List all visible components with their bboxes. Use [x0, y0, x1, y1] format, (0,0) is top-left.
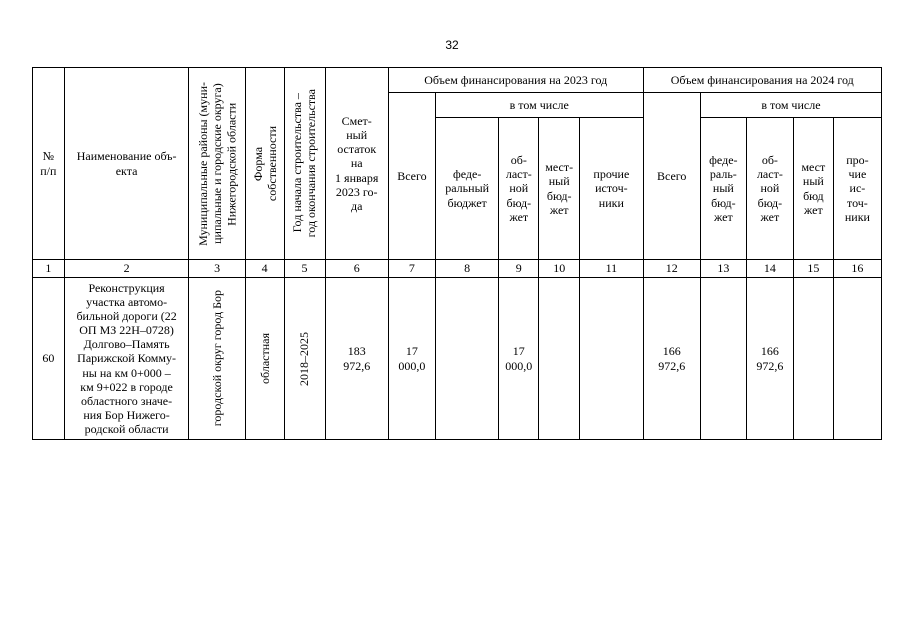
column-number-row [33, 260, 882, 278]
column-number: 2 [64, 260, 189, 278]
header-other-2024: про- чие ис- точ- ники [833, 118, 881, 260]
column-number: 4 [245, 260, 284, 278]
page-number: 32 [445, 38, 459, 52]
header-years: Год начала строительства – год окончания строительства [284, 68, 325, 260]
row-regional-2023: 17 000,0 [499, 278, 539, 440]
header-local-2023: мест- ный бюд- жет [539, 118, 580, 260]
row-regional-2024: 166 972,6 [746, 278, 793, 440]
header-federal-2024: феде- раль- ный бюд- жет [700, 118, 746, 260]
header-federal-2023: феде- ральный бюджет [435, 118, 498, 260]
header-num: № п/п [33, 68, 65, 260]
header-fin-2023: Объем финансирования на 2023 год [388, 68, 643, 93]
financing-table [32, 67, 882, 440]
row-federal-2023 [435, 278, 498, 440]
row-ownership: областная [245, 278, 284, 440]
column-number: 13 [700, 260, 746, 278]
column-number: 10 [539, 260, 580, 278]
column-number: 14 [746, 260, 793, 278]
column-number: 3 [189, 260, 245, 278]
row-total-2023: 17 000,0 [388, 278, 435, 440]
column-number: 16 [833, 260, 881, 278]
column-number: 12 [643, 260, 700, 278]
header-ownership: Форма собственности [245, 68, 284, 260]
header-local-2024: мест ный бюд жет [793, 118, 833, 260]
header-including-2024: в том числе [700, 93, 881, 118]
column-number: 5 [284, 260, 325, 278]
header-name: Наименование объ- екта [64, 68, 189, 260]
column-number: 9 [499, 260, 539, 278]
header-including-2023: в том числе [435, 93, 643, 118]
column-number: 6 [325, 260, 388, 278]
row-years: 2018–2025 [284, 278, 325, 440]
column-number: 7 [388, 260, 435, 278]
table-row [33, 278, 882, 440]
header-district: Муниципальные районы (муни- ципальные и городские округа) Нижегородской области [189, 68, 245, 260]
row-district: городской округ город Бор [189, 278, 245, 440]
row-federal-2024 [700, 278, 746, 440]
header-total-2023: Всего [388, 93, 435, 260]
header-regional-2024: об- ласт- ной бюд- жет [746, 118, 793, 260]
header-other-2023: прочие источ- ники [580, 118, 643, 260]
column-number: 11 [580, 260, 643, 278]
column-number: 15 [793, 260, 833, 278]
header-regional-2023: об- ласт- ной бюд- жет [499, 118, 539, 260]
column-number: 8 [435, 260, 498, 278]
row-estimate: 183 972,6 [325, 278, 388, 440]
row-other-2023 [580, 278, 643, 440]
header-estimate: Смет- ный остаток на 1 января 2023 го- да [325, 68, 388, 260]
row-num: 60 [33, 278, 65, 440]
row-local-2023 [539, 278, 580, 440]
header-fin-2024: Объем финансирования на 2024 год [643, 68, 881, 93]
header-total-2024: Всего [643, 93, 700, 260]
row-total-2024: 166 972,6 [643, 278, 700, 440]
row-object-name: Реконструкция участка автомо- бильной дороги (22 ОП МЗ 22Н–0728) Долгово–Память Парижской Комму- ны на км 0+000 – км 9+022 в городе областного значе- ния Бор Нижего- родской области [64, 278, 189, 440]
column-number: 1 [33, 260, 65, 278]
row-local-2024 [793, 278, 833, 440]
row-other-2024 [833, 278, 881, 440]
